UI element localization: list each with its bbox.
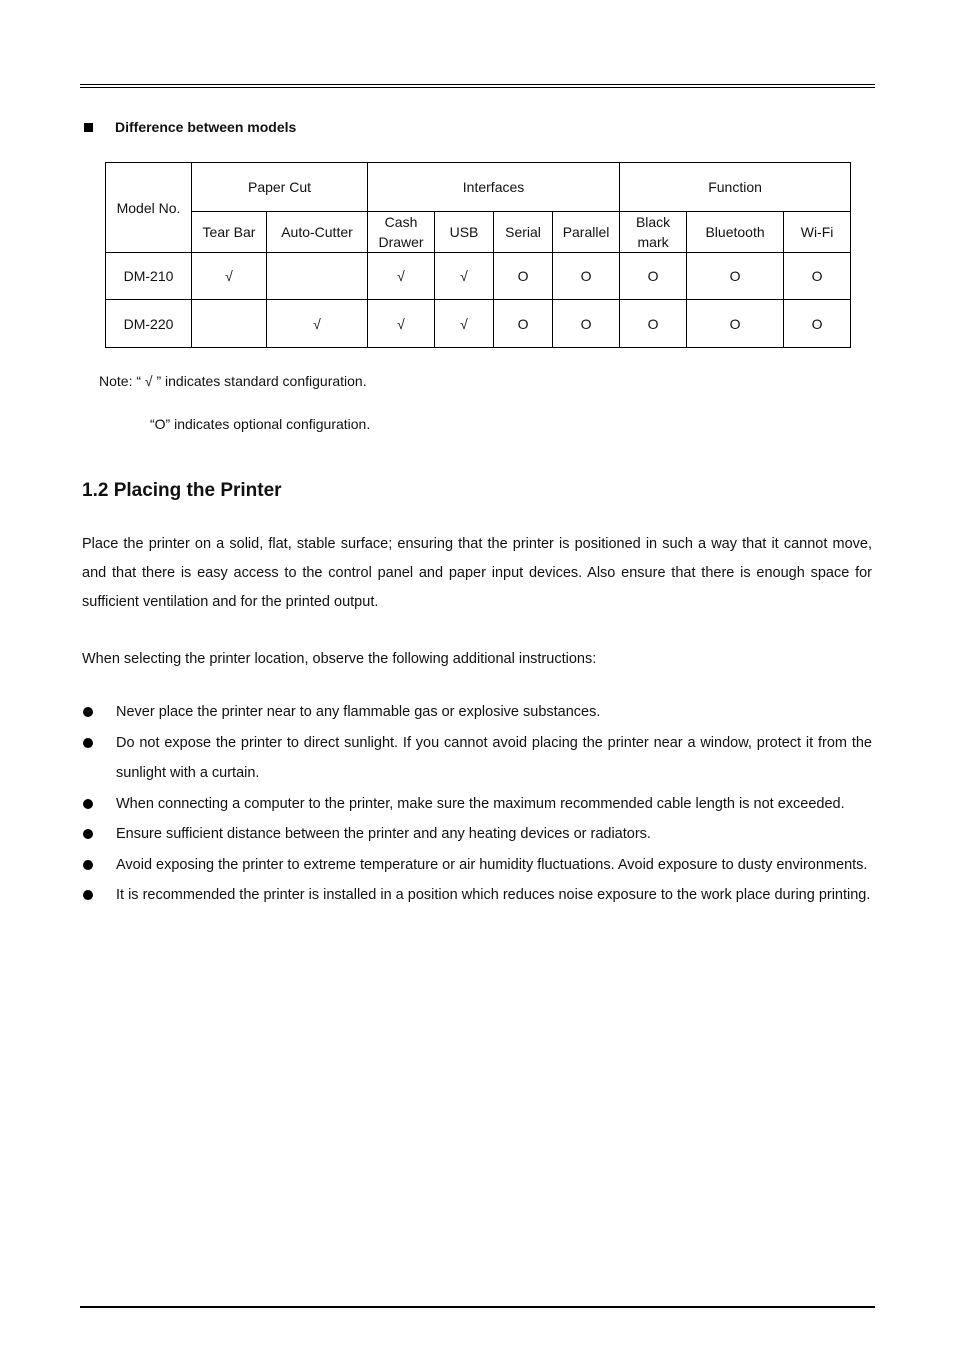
subsection-heading: 1.2 Placing the Printer bbox=[82, 480, 282, 501]
list-item: It is recommended the printer is installed in a position which reduces noise exposure to the work place during printing. bbox=[82, 880, 872, 911]
instruction-list bbox=[82, 697, 872, 911]
table-cell bbox=[192, 300, 267, 348]
header-group-function: Function bbox=[620, 163, 851, 212]
model-comparison-table bbox=[105, 162, 851, 348]
table-subheader-row bbox=[106, 212, 851, 253]
table-cell: O bbox=[784, 253, 851, 300]
table-row bbox=[106, 300, 851, 348]
table-cell: O bbox=[494, 253, 553, 300]
header-auto-cutter: Auto-Cutter bbox=[267, 212, 368, 253]
bullet-dot-icon bbox=[83, 860, 93, 870]
table-row bbox=[106, 253, 851, 300]
header-group-interfaces: Interfaces bbox=[368, 163, 620, 212]
bullet-dot-icon bbox=[83, 829, 93, 839]
note-optional: “O” indicates optional configuration. bbox=[150, 416, 371, 432]
table-cell: O bbox=[784, 300, 851, 348]
table-cell: O bbox=[553, 253, 620, 300]
table-cell: √ bbox=[192, 253, 267, 300]
header-rule bbox=[80, 84, 875, 85]
note-standard: Note: “ √ ” indicates standard configuration. bbox=[99, 373, 367, 389]
bullet-dot-icon bbox=[83, 738, 93, 748]
table-cell: √ bbox=[368, 300, 435, 348]
paragraph: Place the printer on a solid, flat, stable surface; ensuring that the printer is positioned in such a way that it cannot move, and that there is easy access to the control panel and paper input devices. Also ensure that there is enough space for sufficient ventilation and for the printed output. bbox=[82, 536, 872, 610]
header-parallel: Parallel bbox=[553, 212, 620, 253]
table-cell: √ bbox=[435, 253, 494, 300]
header-bluetooth: Bluetooth bbox=[687, 212, 784, 253]
table-cell bbox=[267, 253, 368, 300]
table-cell: O bbox=[687, 253, 784, 300]
section-heading bbox=[84, 119, 296, 135]
table-cell: √ bbox=[368, 253, 435, 300]
header-serial: Serial bbox=[494, 212, 553, 253]
header-model-no: Model No. bbox=[106, 163, 192, 253]
table-cell: √ bbox=[435, 300, 494, 348]
model-cell: DM-210 bbox=[106, 253, 192, 300]
model-cell: DM-220 bbox=[106, 300, 192, 348]
header-group-paper-cut: Paper Cut bbox=[192, 163, 368, 212]
list-item: Do not expose the printer to direct sunlight. If you cannot avoid placing the printer near a window, protect it from the sunlight with a curtain. bbox=[82, 728, 872, 789]
header-black-mark: Black mark bbox=[620, 212, 687, 253]
bullet-dot-icon bbox=[83, 707, 93, 717]
bullet-dot-icon bbox=[83, 890, 93, 900]
footer-rule bbox=[80, 1306, 875, 1308]
header-usb: USB bbox=[435, 212, 494, 253]
section-title: Difference between models bbox=[115, 119, 297, 135]
header-rule-inner bbox=[80, 87, 875, 88]
header-cash-drawer: Cash Drawer bbox=[368, 212, 435, 253]
table-cell: O bbox=[620, 300, 687, 348]
list-item: When connecting a computer to the printer, make sure the maximum recommended cable length is not exceeded. bbox=[82, 789, 872, 820]
header-tear-bar: Tear Bar bbox=[192, 212, 267, 253]
list-item: Never place the printer near to any flammable gas or explosive substances. bbox=[82, 697, 872, 728]
table-cell: O bbox=[553, 300, 620, 348]
paragraph: When selecting the printer location, observe the following additional instructions: bbox=[82, 651, 597, 667]
square-bullet-icon bbox=[84, 123, 93, 132]
table-header-row bbox=[106, 163, 851, 212]
table-cell: O bbox=[620, 253, 687, 300]
table-cell: √ bbox=[267, 300, 368, 348]
list-item: Avoid exposing the printer to extreme temperature or air humidity fluctuations. Avoid exposure to dusty environments. bbox=[82, 850, 872, 881]
table-cell: O bbox=[494, 300, 553, 348]
table-cell: O bbox=[687, 300, 784, 348]
bullet-dot-icon bbox=[83, 799, 93, 809]
header-wifi: Wi-Fi bbox=[784, 212, 851, 253]
list-item: Ensure sufficient distance between the printer and any heating devices or radiators. bbox=[82, 819, 872, 850]
